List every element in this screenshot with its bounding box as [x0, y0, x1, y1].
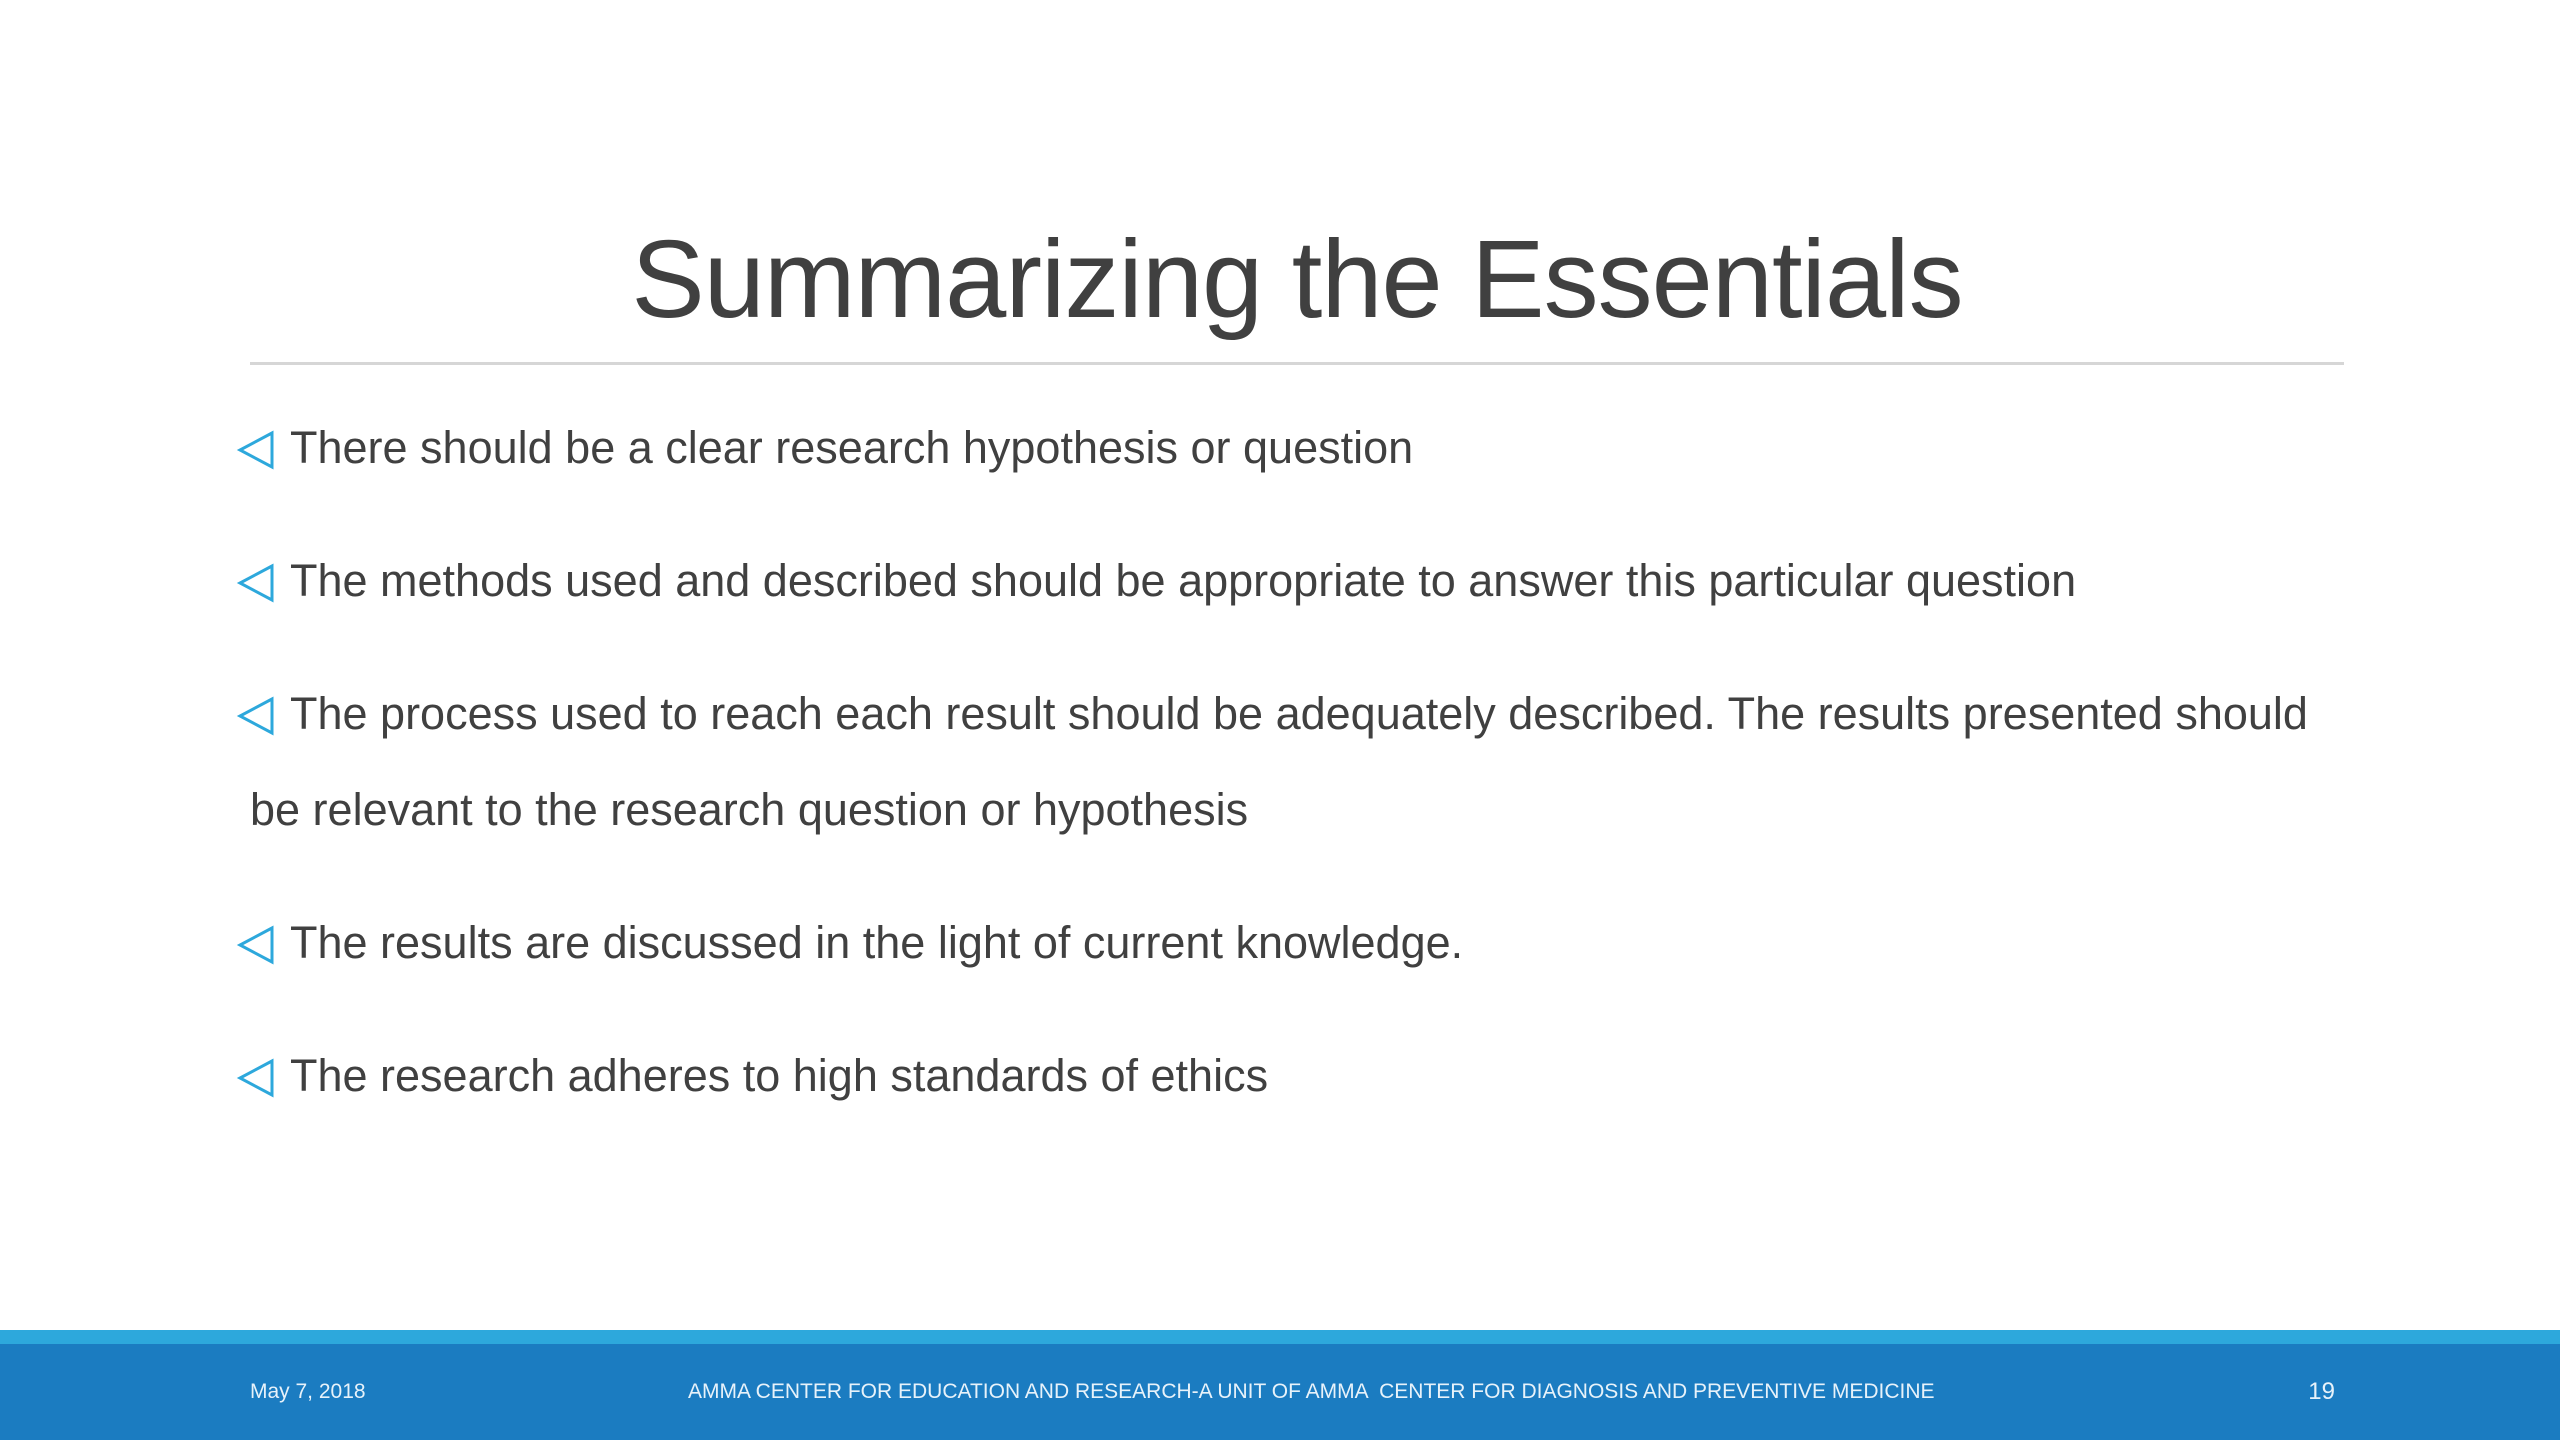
bullet-text: The methods used and described should be appropriate to answer this particular question: [290, 555, 2077, 606]
bullet-text: The process used to reach each result should be adequately described. The results presented should be relevant to the research question or hypothesis: [250, 688, 2308, 835]
bullet-text: The results are discussed in the light of current knowledge.: [290, 917, 1464, 968]
footer-date: May 7, 2018: [250, 1380, 366, 1403]
triangle-outline-left-icon: [236, 925, 276, 965]
title-divider: [250, 362, 2344, 365]
slide-number: 19: [2308, 1378, 2335, 1405]
slide-title: Summarizing the Essentials: [631, 218, 1963, 341]
bullet-item: [236, 533, 2346, 629]
bullet-item: [236, 1028, 2346, 1124]
bullet-text: The research adheres to high standards of ethics: [290, 1050, 1269, 1101]
bullet-list: [236, 400, 2346, 1161]
triangle-outline-left-icon: [236, 563, 276, 603]
triangle-outline-left-icon: [236, 1058, 276, 1098]
bullet-item: [236, 895, 2346, 991]
footer-bar: [0, 1344, 2560, 1440]
footer-organization: AMMA CENTER FOR EDUCATION AND RESEARCH-A UNIT OF AMMA CENTER FOR DIAGNOSIS AND PREVENTIVE MEDICINE: [688, 1380, 1935, 1403]
bullet-text: There should be a clear research hypothesis or question: [290, 422, 1414, 473]
triangle-outline-left-icon: [236, 430, 276, 470]
bullet-item: [236, 666, 2346, 858]
footer-accent-stripe: [0, 1330, 2560, 1344]
triangle-outline-left-icon: [236, 696, 276, 736]
bullet-item: [236, 400, 2346, 496]
